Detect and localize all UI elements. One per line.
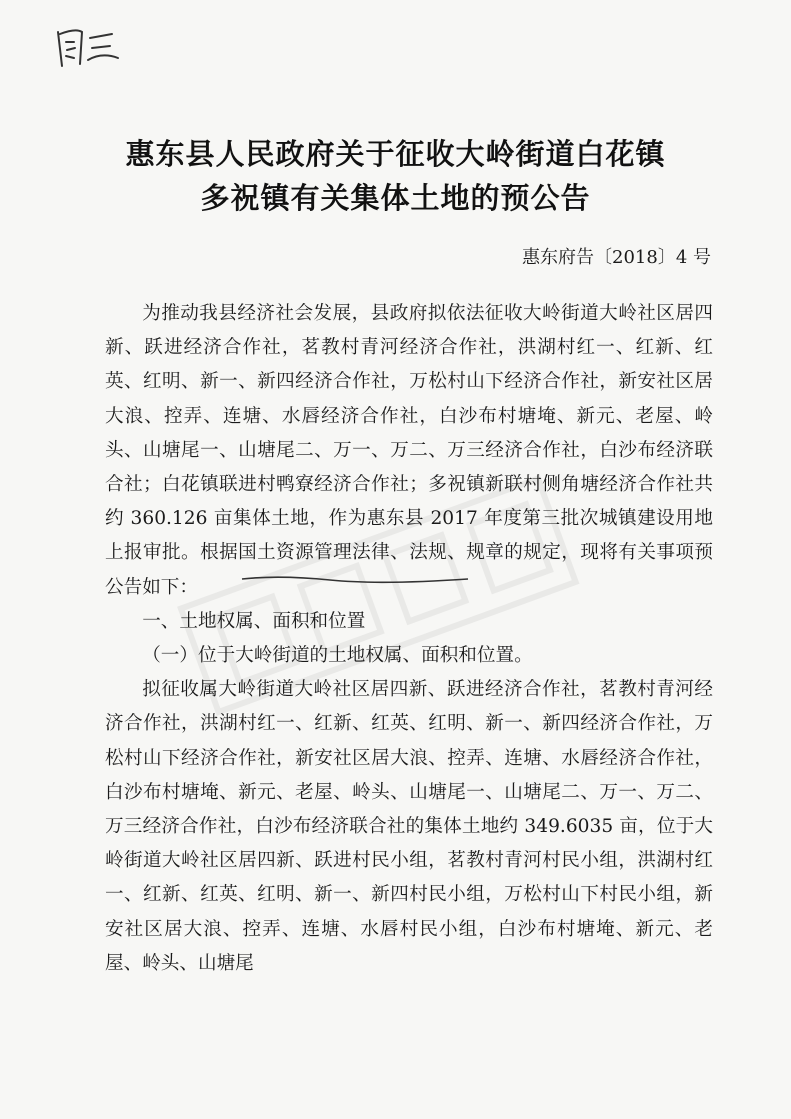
page-title-line-2: 多祝镇有关集体土地的预公告 bbox=[200, 181, 591, 215]
document-body bbox=[105, 297, 713, 981]
subsection-heading-1: （一）位于大岭街道的土地权属、面积和位置。 bbox=[142, 645, 533, 667]
body-paragraph-intro: 为推动我县经济社会发展，县政府拟依法征收大岭街道大岭社区居四新、跃进经济合作社，茗教村青河经济合作社，洪湖村红一、红新、红英、红明、新一、新四经济合作社，万松村山下经济合作社，新安社区居大浪、控弄、连塘、水唇经济合作社，白沙布村塘埯、新元、老屋、岭头、山塘尾一、山塘尾二、万一、万二、万三经济合作社，白沙布经济联合社；白花镇联进村鸭寮经济合作社；多祝镇新联村侧角塘经济合作社共约 360.126 亩集体土地，作为惠东县 2017 年度第三批次城镇建设用地上报审批。根据国土资源管理法律、法规、规章的规定，现将有关事项预公告如下： bbox=[105, 303, 713, 598]
handwritten-approval-mark bbox=[52, 22, 122, 72]
body-paragraph-daling: 拟征收属大岭街道大岭社区居四新、跃进经济合作社，茗教村青河经济合作社，洪湖村红一、红新、红英、红明、新一、新四经济合作社，万松村山下经济合作社，新安社区居大浪、控弄、连塘、水唇经济合作社，白沙布村塘埯、新元、老屋、岭头、山塘尾一、山塘尾二、万一、万二、万三经济合作社，白沙布经济联合社的集体土地约 349.6035 亩，位于大岭街道大岭社区居四新、跃进村民小组，茗教村青河村民小组，洪湖村红一、红新、红英、红明、新一、新四村民小组，万松村山下村民小组，新安社区居大浪、控弄、连塘、水唇村民小组，白沙布村塘埯、新元、老屋、岭头、山塘尾 bbox=[105, 679, 713, 974]
document-number: 惠东府告〔2018〕4 号 bbox=[522, 247, 711, 268]
section-heading-1: 一、土地权属、面积和位置 bbox=[142, 610, 366, 632]
page-title-line-1: 惠东县人民政府关于征收大岭街道白花镇 bbox=[125, 137, 666, 171]
